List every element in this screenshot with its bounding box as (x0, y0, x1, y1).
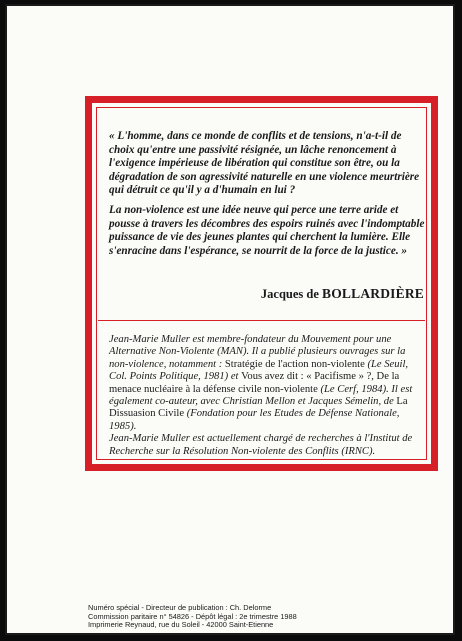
bio-text-3: (Le Cerf, 1984). Il est également co-auteur, avec Christian Mellon et Jacques Sémelin, de (109, 383, 413, 408)
quote-block (109, 130, 427, 264)
author-bio (109, 334, 427, 458)
bio-title-2: Vous avez dit : « Pacifisme » ?, De la menace nucléaire à la défense civile non-violente (109, 371, 400, 395)
bio-title-3: La Dissuasion Civile (109, 396, 408, 420)
quote-paragraph-2: La non-violence est une idée neuve qui perce une terre aride et pousse à travers les décombres des espoirs ruinés avec l'indomptable puissance de vie des jeunes plantes qui cherchent la lumière. Elle s'enracine dans l'espérance, se nourrit de la force de la justice. » (109, 203, 425, 257)
author-first-name: Jacques de (260, 287, 319, 301)
footer-line-2: Commission paritaire n° 54826 - Dépôt légal : 2e trimestre 1988 (88, 611, 297, 621)
bio-text-5: Jean-Marie Muller est actuellement chargé de recherches à l'Institut de Recherche sur la Résolution Non-violente des Conflits (IRNC). (109, 433, 413, 457)
bio-text-4: (Fondation pour les Etudes de Défense Nationale, 1985). (109, 408, 400, 432)
footer-line-3: Imprimerie Reynaud, rue du Soleil - 42000 Saint-Etienne (88, 620, 274, 630)
publication-footer (88, 604, 297, 630)
red-separator-line (98, 320, 425, 321)
author-last-name: BOLLARDIÈRE (322, 286, 424, 301)
footer-line-1: Numéro spécial - Directeur de publication : Ch. Delorme (88, 603, 272, 612)
quote-author (261, 286, 424, 302)
quote-paragraph-1: « L'homme, dans ce monde de conflits et de tensions, n'a-t-il de choix qu'entre une passivité résignée, un lâche renoncement à l'exigence impérieuse de libération qui constitue son être, ou la dégradation de son agressivité naturelle en une violence meurtrière qui détruit ce qu'il y a d'humain en lui ? (109, 130, 420, 197)
bio-title-1: Stratégie de l'action non-violente (224, 358, 365, 370)
bio-text-1: Jean-Marie Muller est membre-fondateur du Mouvement pour une Alternative Non-Violente (MAN). Il a publié plusieurs ouvrages sur la non-violence, notamment : (109, 334, 406, 370)
bio-text-2: (Le Seuil, Col. Points Politique, 1981) et (109, 358, 409, 383)
